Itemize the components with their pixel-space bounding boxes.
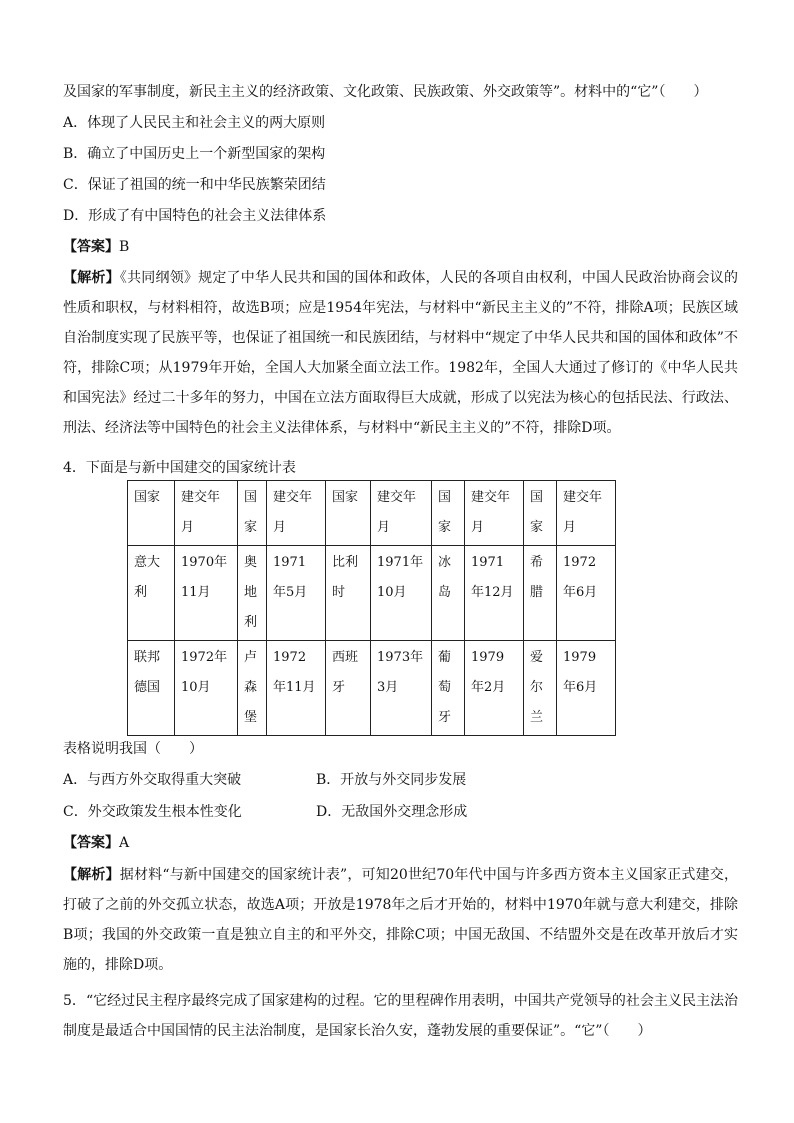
table-cell: 奥地利 <box>238 546 267 641</box>
q5-stem: 5．“它经过民主程序最终完成了国家建构的过程。它的里程碑作用表明，中国共产党领导的社会主义民主法治制度是最适合中国国情的民主法治制度，是国家长治久安，蓬勃发展的重要保证”。“它”（ ） <box>63 993 738 1039</box>
table-cell: 卢森堡 <box>238 641 267 736</box>
q4-option-d: D．无敌国外交理念形成 <box>316 804 468 820</box>
table-header-cell: 建交年月 <box>465 481 524 546</box>
table-header-cell: 建交年月 <box>267 481 326 546</box>
table-cell: 希腊 <box>524 546 557 641</box>
q3-option-b: B．确立了中国历史上一个新型国家的架构 <box>63 146 326 162</box>
table-row <box>128 641 616 736</box>
table-header-cell: 建交年月 <box>371 481 432 546</box>
table-cell: 1972年6月 <box>557 546 616 641</box>
table-cell: 联邦德国 <box>128 641 175 736</box>
analysis-text: 《共同纲领》规定了中华人民共和国的国体和政体，人民的各项自由权利，中国人民政治协商会议的性质和职权，与材料相符，故选B项；应是1954年宪法，与材料中“新民主主义的”不符，排除A项；民族区域自治制度实现了民族平等，也保证了祖国统一和民族团结，与材料中“规定了中华人民共和国的国体和政体”不符，排除C项；从1979年开始，全国人大加紧全面立法工作。1982年，全国人大通过了修订的《中华人民共和国宪法》经过二十多年的努力，中国在立法方面取得巨大成就，形成了以宪法为核心的包括民法、行政法、刑法、经济法等中国特色的社会主义法律体系，与材料中“新民主主义的”不符，排除D项。 <box>63 270 739 436</box>
answer-value: B <box>119 239 130 255</box>
answer-label: 【答案】 <box>63 835 119 851</box>
table-cell: 1979年6月 <box>557 641 616 736</box>
table-cell: 1973年3月 <box>371 641 432 736</box>
q4-question: 表格说明我国（ ） <box>63 741 203 757</box>
table-cell: 爱尔兰 <box>524 641 557 736</box>
q3-option-c: C．保证了祖国的统一和中华民族繁荣团结 <box>63 177 326 193</box>
table-header-cell: 建交年月 <box>557 481 616 546</box>
q4-option-c: C．外交政策发生根本性变化 <box>63 804 242 820</box>
q4-analysis <box>63 860 738 980</box>
table-header-cell: 建交年月 <box>175 481 238 546</box>
table-row <box>128 546 616 641</box>
analysis-text: 据材料“与新中国建交的国家统计表”，可知20世纪70年代中国与许多西方资本主义国家正式建交，打破了之前的外交孤立状态，故选A项；开放是1978年之后才开始的，材料中1970年就与意大利建交，排除B项；我国的外交政策一直是独立自主的和平外交，排除C项；中国无敌国、不结盟外交是在改革开放后才实施的，排除D项。 <box>63 867 738 973</box>
table-header-cell: 国家 <box>128 481 175 546</box>
table-cell: 1972年10月 <box>175 641 238 736</box>
table-cell: 意大利 <box>128 546 175 641</box>
q3-option-d: D．形成了有中国特色的社会主义法律体系 <box>63 208 327 224</box>
table-header-row <box>128 481 616 546</box>
analysis-label: 【解析】 <box>63 270 120 286</box>
table-cell: 1971年12月 <box>465 546 524 641</box>
answer-value: A <box>119 835 130 851</box>
table-cell: 1972年11月 <box>267 641 326 736</box>
q3-answer <box>63 237 129 257</box>
q4-answer <box>63 833 129 853</box>
country-table <box>127 480 616 736</box>
q3-option-a: A．体现了人民民主和社会主义的两大原则 <box>63 115 326 131</box>
table-cell: 比利时 <box>326 546 371 641</box>
table-cell: 西班牙 <box>326 641 371 736</box>
table-header-cell: 国家 <box>524 481 557 546</box>
q4-stem: 4．下面是与新中国建交的国家统计表 <box>63 460 296 476</box>
table-cell: 冰岛 <box>432 546 465 641</box>
answer-label: 【答案】 <box>63 239 119 255</box>
table-cell: 1970年11月 <box>175 546 238 641</box>
table-header-cell: 国家 <box>326 481 371 546</box>
q4-option-a: A．与西方外交取得重大突破 <box>63 772 242 788</box>
table-header-cell: 国家 <box>238 481 267 546</box>
q3-stem: 及国家的军事制度，新民主主义的经济政策、文化政策、民族政策、外交政策等”。材料中的“它”（ ） <box>63 84 708 100</box>
table-header-cell: 国家 <box>432 481 465 546</box>
table-cell: 1971年10月 <box>371 546 432 641</box>
table-cell: 1979年2月 <box>465 641 524 736</box>
q4-option-b: B．开放与外交同步发展 <box>316 772 467 788</box>
q3-analysis <box>63 263 738 443</box>
analysis-label: 【解析】 <box>63 867 120 883</box>
table-cell: 1971年5月 <box>267 546 326 641</box>
table-cell: 葡萄牙 <box>432 641 465 736</box>
